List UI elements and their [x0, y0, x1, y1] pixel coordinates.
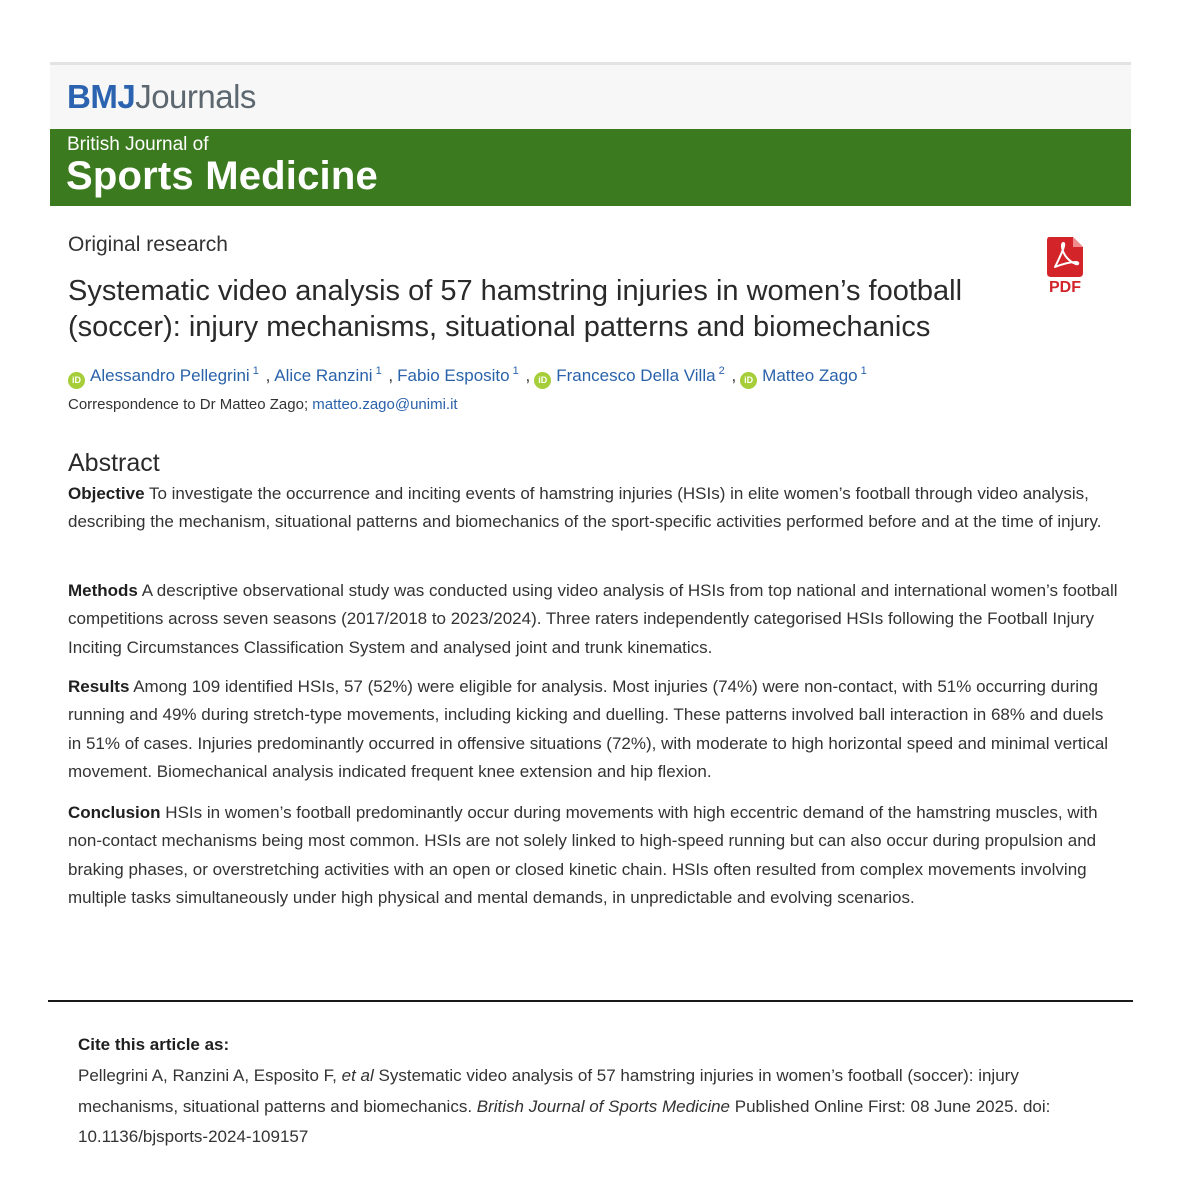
pdf-download-button[interactable] [1042, 237, 1088, 299]
author-separator: , [388, 366, 394, 385]
objective-text: To investigate the occurrence and inciting events of hamstring injuries (HSIs) in elite women’s football through video analysis, describing the mechanism, situational patterns and biomechanics of the sport-specific activities performed before and at the time of injury. [68, 484, 1102, 532]
pdf-file-icon [1042, 237, 1088, 277]
author-separator: , [731, 366, 737, 385]
author-link[interactable]: Alice Ranzini [274, 366, 373, 385]
section-divider [48, 1000, 1133, 1002]
results-label: Results [68, 677, 130, 696]
journals-brand: Journals [135, 78, 256, 115]
pdf-label: PDF [1049, 279, 1081, 296]
affiliation-marker[interactable]: 1 [512, 365, 519, 377]
journal-banner[interactable] [50, 129, 1131, 206]
correspondence-email-link[interactable]: matteo.zago@unimi.it [312, 396, 458, 413]
methods-text: A descriptive observational study was conducted using video analysis of HSIs from top national and international women’s football competitions across seven seasons (2017/2018 to 2023/2024). Three raters independently categorised HSIs following the Football Injury Inciting Circumstances Classification System and analysed joint and trunk kinematics. [68, 581, 1118, 657]
results-text: Among 109 identified HSIs, 57 (52%) were eligible for analysis. Most injuries (74%) were non-contact, with 51% occurring during running and 49% during stretch-type movements, including kicking and duelling. These patterns involved ball interaction in 68% and duels in 51% of cases. Injuries predominantly occurred in offensive situations (72%), with moderate to high horizontal speed and minimal vertical movement. Biomechanical analysis indicated frequent knee extension and hip flexion. [68, 677, 1109, 782]
abstract-results [68, 673, 1118, 787]
affiliation-marker[interactable]: 2 [718, 365, 725, 377]
bmj-journals-logo[interactable] [67, 79, 256, 115]
citation-title: Systematic video analysis of 57 hamstring injuries in women’s football (soccer): injury mechanisms, situational patterns and biomechanics. [78, 1066, 1019, 1116]
citation-authors: Pellegrini A, Ranzini A, Esposito F, [78, 1066, 337, 1085]
orcid-icon[interactable]: iD [534, 372, 551, 389]
citation-journal: British Journal of Sports Medicine [476, 1096, 731, 1116]
affiliation-marker[interactable]: 1 [252, 365, 259, 377]
cite-heading: Cite this article as: [78, 1035, 230, 1054]
bmj-brand: BMJ [67, 78, 136, 115]
orcid-icon[interactable]: iD [68, 372, 85, 389]
author-link[interactable]: Alessandro Pellegrini [90, 366, 250, 385]
conclusion-text: HSIs in women’s football predominantly occur during movements with high eccentric demand of the hamstring muscles, with non-contact mechanisms being most common. HSIs are not solely linked to high-speed running but can also occur during propulsion and braking phases, or overstretching activities with an open or closed kinetic chain. HSIs often resulted from complex movements involving multiple tasks simultaneously under high physical and mental demands, in unpredictable and evolving scenarios. [68, 803, 1098, 908]
objective-label: Objective [68, 484, 145, 503]
abstract-heading: Abstract [68, 449, 160, 477]
author-link[interactable]: Francesco Della Villa [556, 366, 716, 385]
abstract-objective [68, 480, 1118, 537]
author-link[interactable]: Fabio Esposito [397, 366, 510, 385]
author-separator: , [265, 366, 271, 385]
article-title: Systematic video analysis of 57 hamstring injuries in women’s football (soccer): injury mechanisms, situational patterns and biomechanics [68, 275, 963, 343]
abstract-methods [68, 577, 1118, 662]
conclusion-label: Conclusion [68, 803, 161, 822]
correspondence-prefix: Correspondence to Dr Matteo Zago; [68, 396, 309, 413]
author-separator: , [525, 366, 531, 385]
affiliation-marker[interactable]: 1 [860, 365, 867, 377]
citation-etal: et al [341, 1066, 374, 1085]
citation-pub-info: Published Online First: 08 June 2025. doi: 10.1136/bjsports-2024-109157 [78, 1096, 1051, 1146]
publisher-bar [50, 65, 1131, 129]
author-link[interactable]: Matteo Zago [762, 366, 858, 385]
correspondence [68, 394, 458, 416]
methods-label: Methods [68, 581, 138, 600]
affiliation-marker[interactable]: 1 [375, 365, 382, 377]
journal-header [50, 62, 1131, 206]
article-type: Original research [68, 233, 228, 256]
abstract-conclusion [68, 799, 1118, 913]
journal-name-small: British Journal of [67, 134, 209, 155]
journal-name-large: Sports Medicine [66, 154, 378, 198]
citation-text [78, 1061, 1098, 1153]
author-list [68, 363, 1108, 389]
orcid-icon[interactable]: iD [740, 372, 757, 389]
